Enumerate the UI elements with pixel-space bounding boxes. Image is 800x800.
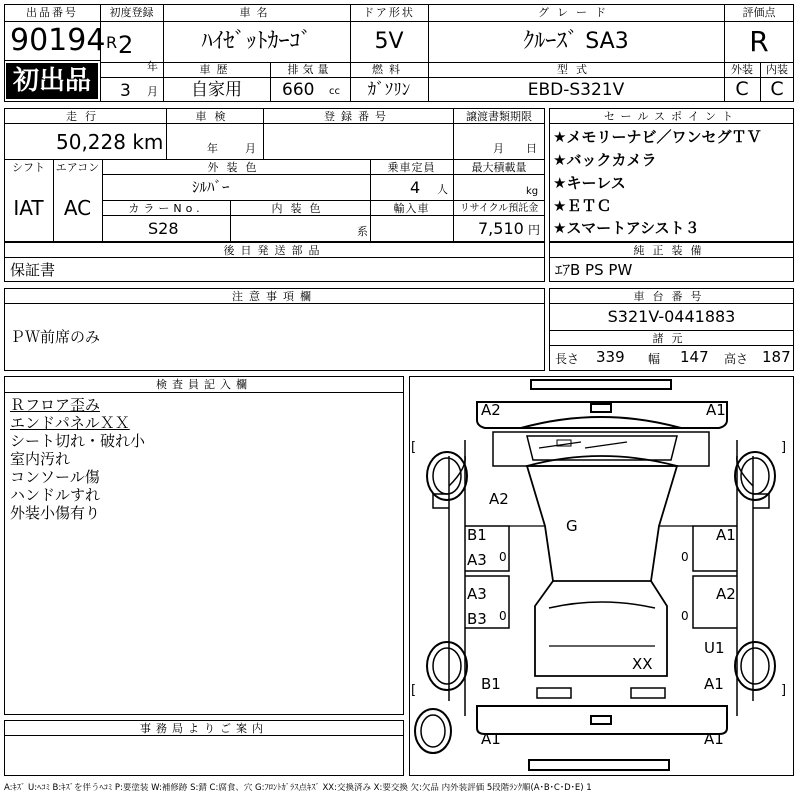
grade-label: グレード (538, 6, 614, 19)
length-label: 長さ (555, 352, 580, 366)
damage-mark: A2 (481, 401, 501, 419)
damage-mark: A1 (716, 526, 736, 544)
ext-color-value: ｼﾙﾊﾞｰ (192, 178, 230, 196)
inspection-month-unit: 月 (245, 142, 256, 155)
chassis-title: 車台番号 (633, 290, 710, 303)
damage-mark: U1 (704, 639, 725, 657)
office-title: 事務局よりご案内 (140, 722, 268, 735)
first-reg-label: 初度登録 (109, 6, 154, 19)
model-code-value: EBD-S321V (527, 80, 625, 100)
damage-mark: A1 (704, 675, 724, 693)
fuel-value: ｶﾞｿﾘﾝ (367, 80, 411, 100)
kei-unit: 系 (357, 225, 368, 238)
first-listing-text: 初出品 (12, 66, 91, 96)
month-value: 3 (120, 81, 131, 101)
color-no-value: S28 (148, 219, 179, 238)
mileage-label: 走行 (66, 110, 104, 123)
shift-label: シフト (12, 161, 45, 174)
exterior-score: C (735, 78, 749, 100)
car-name-label: 車名 (239, 6, 274, 19)
displacement-label: 排気量 (287, 63, 333, 76)
history-value: 自家用 (191, 80, 242, 100)
mileage-value: 50,228 km (56, 130, 164, 154)
sales-point-item: ★ＥＴＣ (553, 197, 612, 215)
score-label: 評価点 (742, 6, 776, 19)
bracket-mark: [ (411, 440, 417, 455)
year-value: 2 (118, 31, 134, 59)
displacement-value: 660 (282, 80, 315, 100)
notes-value: ＰＷ前席のみ (10, 328, 101, 346)
width-label: 幅 (648, 352, 661, 366)
damage-mark: XX (632, 655, 653, 673)
damage-mark: A2 (489, 490, 509, 508)
int-color-label: 内装色 (271, 202, 329, 215)
door-label: ドア形状 (363, 6, 415, 19)
damage-mark: A3 (467, 585, 487, 603)
sales-points-title: セールスポイント (603, 110, 739, 123)
damage-mark: G (566, 517, 578, 535)
door-handle-mark: 0 (499, 609, 507, 623)
kg-unit: kg (526, 186, 539, 197)
recycle-label: リサイクル預託金 (459, 203, 539, 214)
month-unit: 月 (147, 85, 158, 98)
exterior-label: 外装 (731, 63, 753, 76)
door-handle-mark: 0 (681, 550, 689, 564)
inspector-line: シート切れ・破れ小 (10, 432, 146, 450)
legend: A:ｷｽﾞ U:ﾍｺﾐ B:ｷｽﾞを伴うﾍｺﾐ P:要塗装 W:補修跡 S:錆 C:腐食、穴 G:ﾌﾛﾝﾄｶﾞﾗｽ点ｷｽﾞ XX:交換済み X:要交換 欠:欠品 内外装評価 5段階ﾗﾝｸ順(A･B･C･D･E) 1 (4, 783, 592, 793)
car-diagram (409, 376, 794, 776)
lot-number: 90194 (10, 23, 106, 58)
lot-number-label: 出品番号 (26, 6, 78, 19)
transfer-deadline-label: 譲渡書類期限 (466, 110, 532, 123)
height-label: 高さ (724, 352, 749, 366)
deadline-day-unit: 日 (526, 142, 537, 155)
sales-point-item: ★キーレス (553, 174, 626, 192)
notes-title: 注意事項欄 (232, 290, 317, 303)
damage-mark: A1 (706, 401, 726, 419)
inspection-label: 車検 (195, 110, 234, 123)
history-label: 車歴 (199, 63, 234, 76)
damage-mark: A1 (481, 730, 501, 748)
yen-unit: 円 (528, 223, 541, 237)
inspection-year-unit: 年 (207, 142, 218, 155)
year-unit: 年 (147, 60, 158, 73)
inspector-line: 室内汚れ (10, 450, 71, 468)
capacity-value: 4 (410, 178, 421, 197)
ext-color-label: 外装色 (207, 161, 265, 174)
bracket-mark: ] (781, 440, 787, 455)
cc-unit: cc (329, 86, 340, 97)
car-name: ﾊｲｾﾞｯﾄｶｰｺﾞ (201, 29, 312, 54)
inspector-line: エンドパネルＸＸ (10, 414, 130, 432)
inspector-line: コンソール傷 (10, 468, 100, 486)
interior-score: C (770, 78, 784, 100)
details-table (4, 108, 545, 242)
door-handle-mark: 0 (499, 550, 507, 564)
era: R (106, 33, 118, 52)
later-parts-value: 保証書 (10, 261, 56, 279)
interior-label: 内装 (766, 63, 788, 76)
damage-mark: B1 (481, 675, 501, 693)
inspector-title: 検査員記入欄 (156, 378, 252, 391)
model-code-label: 型式 (557, 63, 595, 76)
bracket-mark: [ (411, 683, 417, 698)
recycle-value: 7,510 (478, 219, 524, 238)
damage-mark: B1 (467, 526, 487, 544)
aircon-label: エアコン (55, 161, 100, 174)
deadline-month-unit: 月 (493, 142, 504, 155)
door-handle-mark: 0 (681, 609, 689, 623)
door-value: 5V (374, 29, 404, 54)
color-no-label: カラーNo. (128, 202, 204, 215)
inspector-line: ハンドルすれ (10, 486, 101, 504)
length-value: 339 (596, 348, 625, 366)
registration-label: 登録番号 (324, 110, 392, 123)
standard-equipment-value: ｴｱB PS PW (555, 261, 633, 279)
inspector-line: 外装小傷有り (10, 504, 101, 522)
max-load-label: 最大積載量 (471, 161, 527, 174)
inspector-line: Ｒフロア歪み (10, 396, 101, 414)
chassis-value: S321V-0441883 (607, 307, 736, 326)
damage-mark: B3 (467, 610, 487, 628)
aircon-value: AC (63, 196, 92, 220)
height-value: 187 (762, 348, 791, 366)
import-label: 輸入車 (393, 202, 430, 215)
damage-mark: A2 (716, 585, 736, 603)
standard-equipment-title: 純正装備 (633, 244, 710, 257)
width-value: 147 (680, 348, 709, 366)
grade-value: ｸﾙｰｽﾞ SA3 (523, 29, 629, 54)
damage-mark: A1 (704, 730, 724, 748)
sales-point-item: ★バックカメラ (553, 151, 657, 169)
sales-point-item: ★スマートアシスト３ (553, 219, 700, 237)
shift-value: IAT (13, 196, 44, 220)
score-value: R (749, 25, 769, 58)
damage-mark: A3 (467, 551, 487, 569)
spec-title: 諸元 (652, 332, 691, 345)
bracket-mark: ] (781, 683, 787, 698)
person-unit: 人 (437, 183, 448, 196)
sales-point-item: ★メモリーナビ／ワンセグＴＶ (553, 128, 762, 146)
capacity-label: 乗車定員 (387, 161, 436, 174)
later-parts-title: 後日発送部品 (223, 244, 326, 257)
fuel-label: 燃料 (372, 63, 406, 76)
